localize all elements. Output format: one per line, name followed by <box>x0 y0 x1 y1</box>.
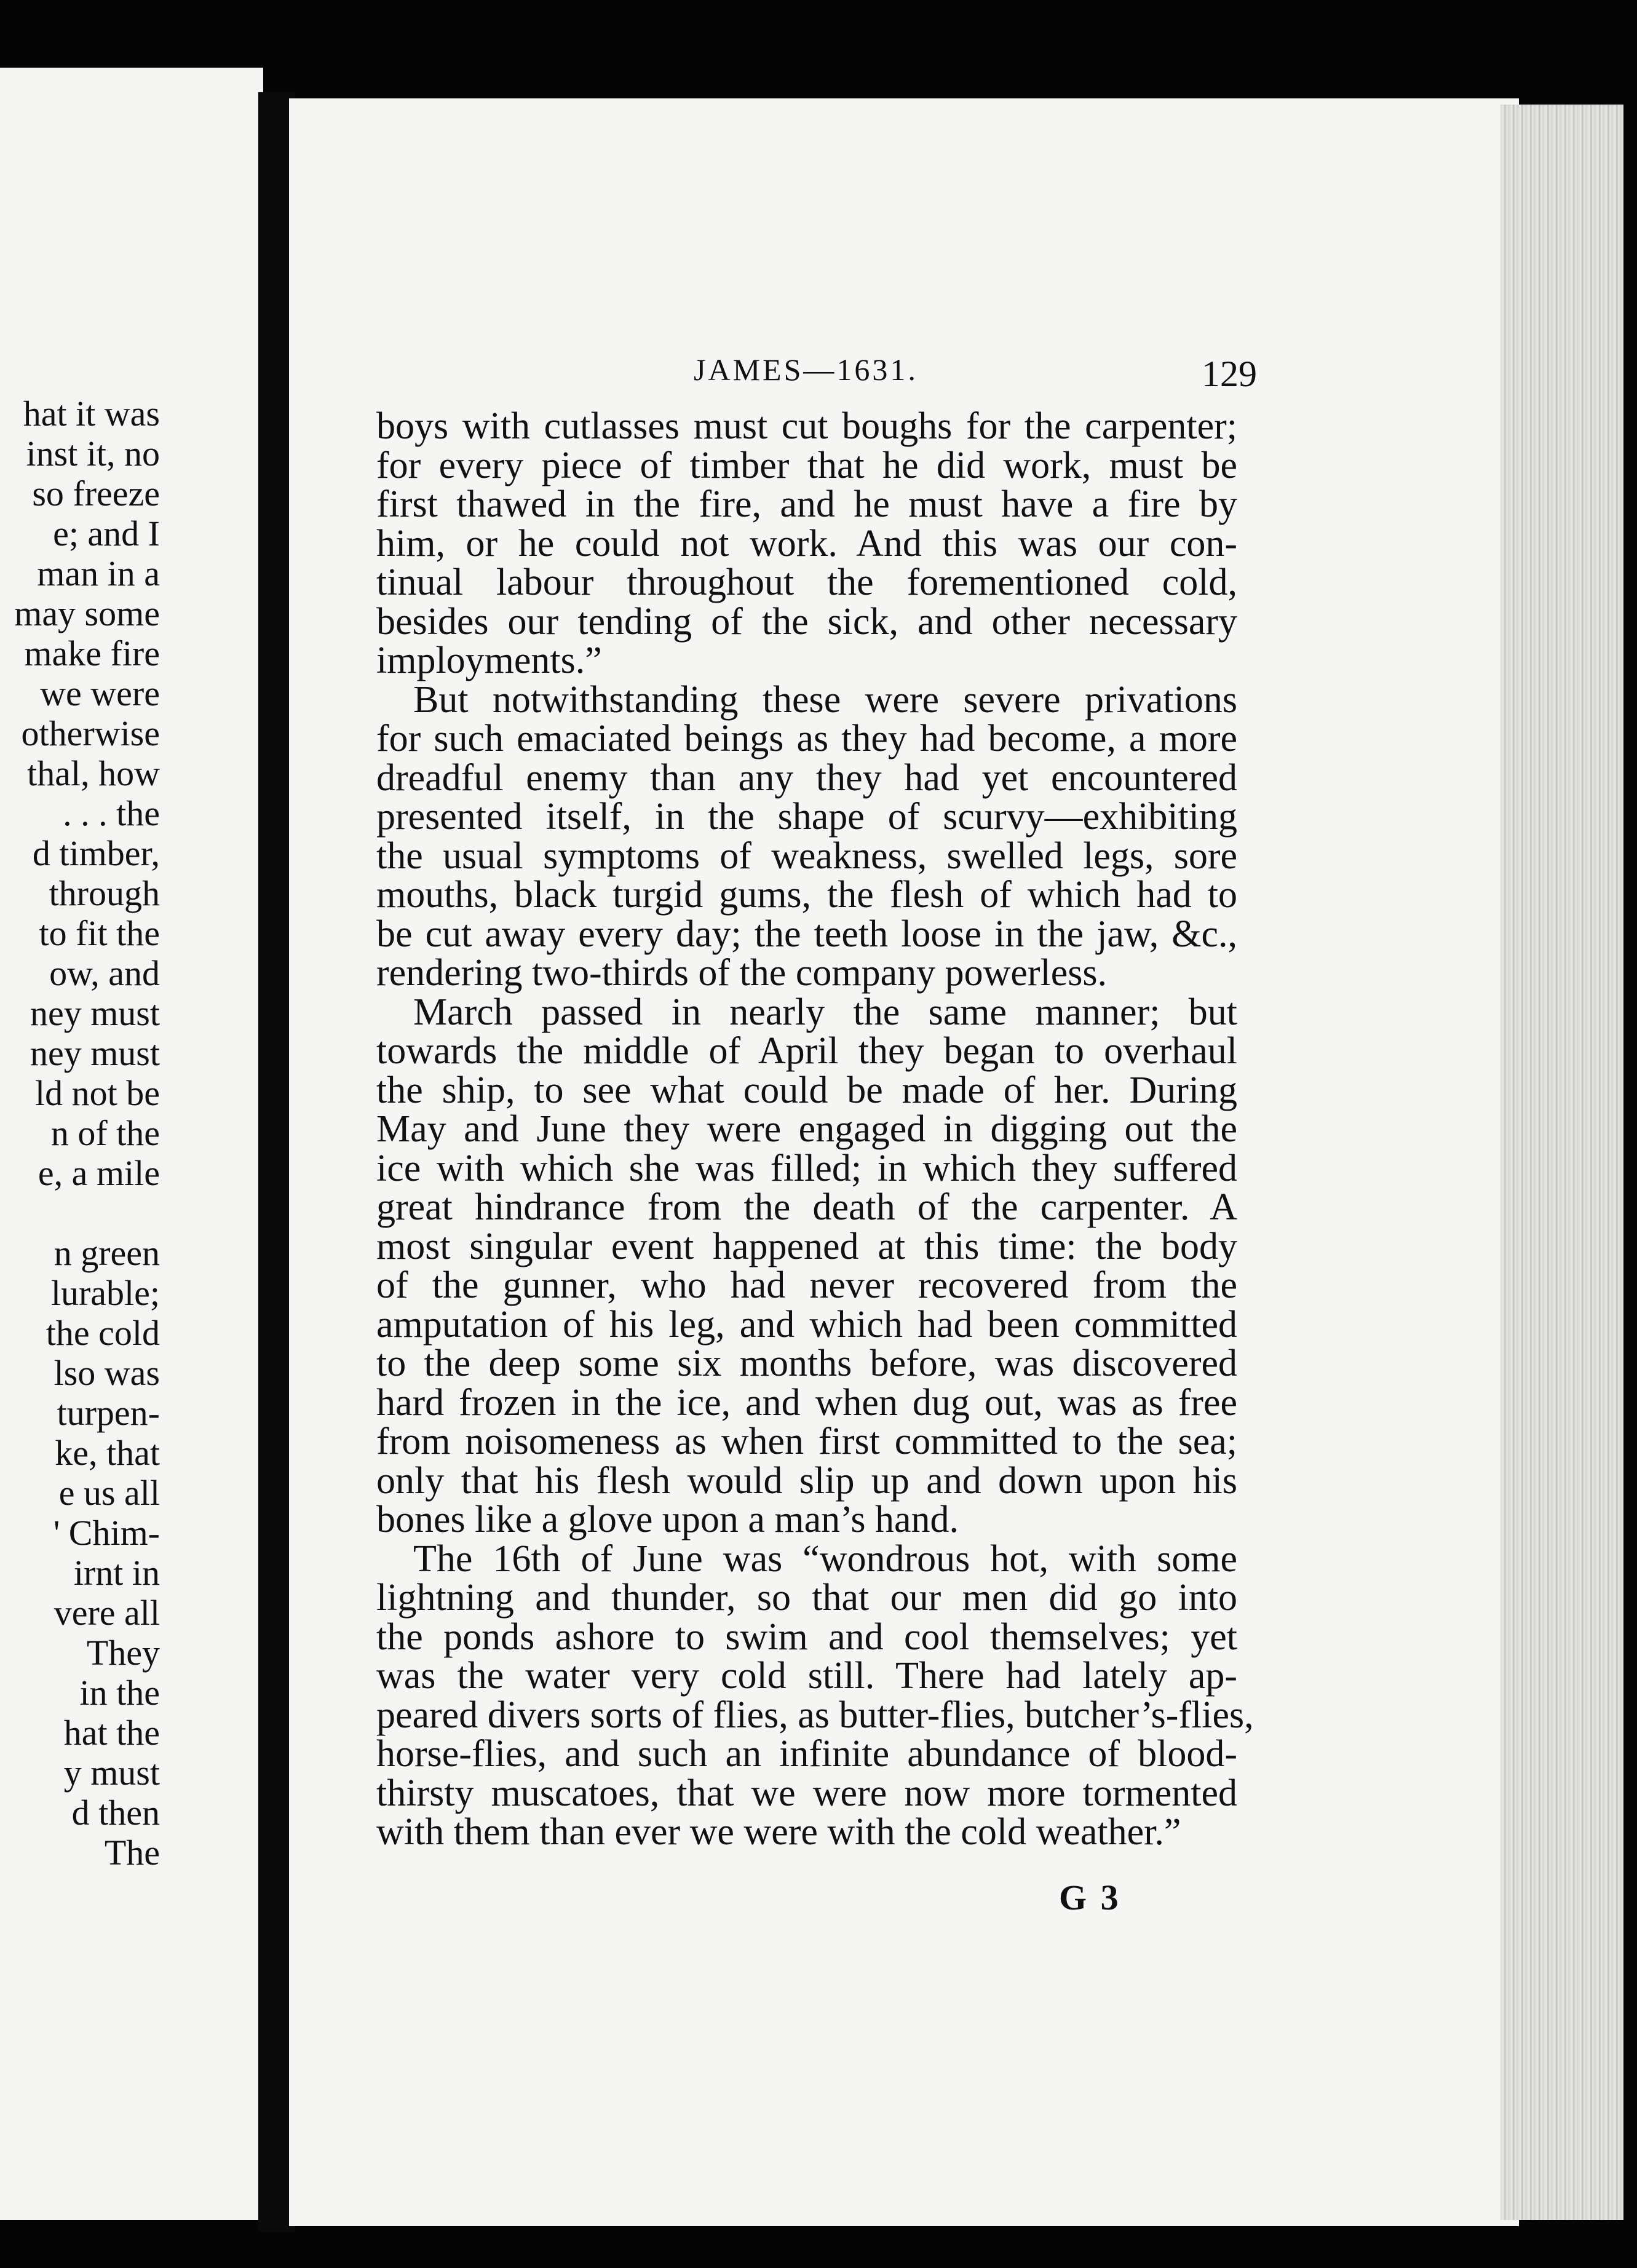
text-line: towards the middle of April they began to overhaul <box>376 1030 1237 1072</box>
previous-page-line: hat the <box>63 1713 160 1753</box>
text-line: presented itself, in the shape of scurvy—exhibiting <box>376 796 1237 838</box>
text-line: for such emaciated beings as they had become, a more <box>376 718 1237 759</box>
text-line: for every piece of timber that he did work, must be <box>376 444 1237 486</box>
text-line: peared divers sorts of flies, as butter-flies, butcher’s-flies, <box>376 1694 1254 1736</box>
previous-page-text <box>0 394 160 1873</box>
text-line: the ponds ashore to swim and cool themselves; yet <box>376 1616 1237 1658</box>
previous-page-line: inst it, no <box>26 434 160 474</box>
previous-page-line: e; and I <box>53 513 160 553</box>
body-text <box>376 405 1254 1853</box>
running-head: JAMES—1631. <box>694 352 918 387</box>
previous-page-line: y must <box>63 1753 160 1793</box>
previous-page-line: ld not be <box>35 1073 160 1113</box>
previous-page-line: turpen- <box>57 1393 160 1433</box>
previous-page-line: They <box>86 1633 160 1673</box>
previous-page <box>0 68 263 2220</box>
text-line: lightning and thunder, so that our men did go into <box>376 1577 1237 1619</box>
text-line: thirsty muscatoes, that we were now more tormented <box>376 1772 1237 1814</box>
text-line: But notwithstanding these were severe privations <box>413 678 1237 721</box>
text-line: him, or he could not work. And this was our con- <box>376 522 1237 565</box>
text-line: to the deep some six months before, was discovered <box>376 1342 1237 1384</box>
text-line: ice with which she was filled; in which they suffered <box>376 1147 1237 1189</box>
text-line: mouths, black turgid gums, the flesh of which had to <box>376 874 1237 916</box>
text-line: the ship, to see what could be made of her. During <box>376 1069 1237 1111</box>
previous-page-line: ke, that <box>55 1433 160 1473</box>
previous-page-line: The <box>104 1833 160 1873</box>
text-line: with them than ever we were with the cold weather.” <box>376 1811 1181 1853</box>
previous-page-line: we were <box>40 673 160 713</box>
previous-page-line: ney must <box>30 1033 160 1073</box>
previous-page-line: so freeze <box>32 474 160 513</box>
text-line: the usual symptoms of weakness, swelled legs, sore <box>376 835 1237 877</box>
text-line: most singular event happened at this time: the body <box>376 1225 1237 1267</box>
previous-page-line: n of the <box>50 1113 160 1153</box>
previous-page-line: man in a <box>37 553 160 593</box>
text-line: be cut away every day; the teeth loose in the jaw, &c., <box>376 913 1237 955</box>
previous-page-line: irnt in <box>73 1553 160 1593</box>
text-line: besides our tending of the sick, and other necessary <box>376 600 1237 643</box>
text-line: horse-flies, and such an infinite abundance of blood- <box>376 1733 1237 1775</box>
text-line: tinual labour throughout the forementioned cold, <box>376 561 1237 603</box>
previous-page-line: ow, and <box>49 953 160 993</box>
previous-page-line: . . . the <box>63 793 160 833</box>
text-line: rendering two-thirds of the company powerless. <box>376 952 1108 994</box>
previous-page-line: thal, how <box>27 753 160 793</box>
previous-page-line: d timber, <box>32 833 160 873</box>
text-line: hard frozen in the ice, and when dug out, was as free <box>376 1381 1237 1424</box>
text-line: March passed in nearly the same manner; but <box>413 991 1237 1033</box>
previous-page-line: otherwise <box>21 713 160 753</box>
previous-page-line <box>0 1193 160 1233</box>
previous-page-line: hat it was <box>23 394 160 434</box>
previous-page-line: lso was <box>54 1353 160 1393</box>
previous-page-line: to fit the <box>39 913 160 953</box>
text-line: imployments.” <box>376 640 602 681</box>
text-line: was the water very cold still. There had lately ap- <box>376 1655 1237 1697</box>
previous-page-line: may some <box>14 593 160 633</box>
text-line: first thawed in the fire, and he must have a fire by <box>376 483 1237 525</box>
previous-page-line: through <box>49 873 160 913</box>
text-line: from noisomeness as when first committed to the sea; <box>376 1421 1237 1462</box>
page-number: 129 <box>1202 354 1257 394</box>
previous-page-line: ' Chim- <box>53 1513 160 1553</box>
previous-page-line: vere all <box>54 1593 160 1633</box>
previous-page-line: in the <box>79 1673 160 1713</box>
text-line: May and June they were engaged in digging out the <box>376 1108 1237 1150</box>
text-line: amputation of his leg, and which had been committed <box>376 1303 1237 1346</box>
text-line: boys with cutlasses must cut boughs for the carpenter; <box>376 405 1237 447</box>
previous-page-line: the cold <box>46 1313 160 1353</box>
previous-page-line: d then <box>71 1793 160 1833</box>
previous-page-line: e us all <box>58 1473 160 1513</box>
previous-page-line: make fire <box>24 633 160 673</box>
text-line: dreadful enemy than any they had yet encountered <box>376 756 1237 799</box>
text-line: great hindrance from the death of the carpenter. A <box>376 1186 1237 1228</box>
text-line: of the gunner, who had never recovered from the <box>376 1264 1237 1306</box>
text-line: only that his flesh would slip up and down upon his <box>376 1459 1237 1502</box>
previous-page-line: e, a mile <box>38 1153 160 1193</box>
page-edges <box>1500 105 1623 2220</box>
signature-mark: G 3 <box>1059 1877 1121 1917</box>
previous-page-line: ney must <box>30 993 160 1033</box>
text-line: The 16th of June was “wondrous hot, with some <box>413 1537 1237 1580</box>
previous-page-line: lurable; <box>50 1273 160 1313</box>
text-line: bones like a glove upon a man’s hand. <box>376 1499 959 1540</box>
previous-page-line: n green <box>54 1233 160 1273</box>
